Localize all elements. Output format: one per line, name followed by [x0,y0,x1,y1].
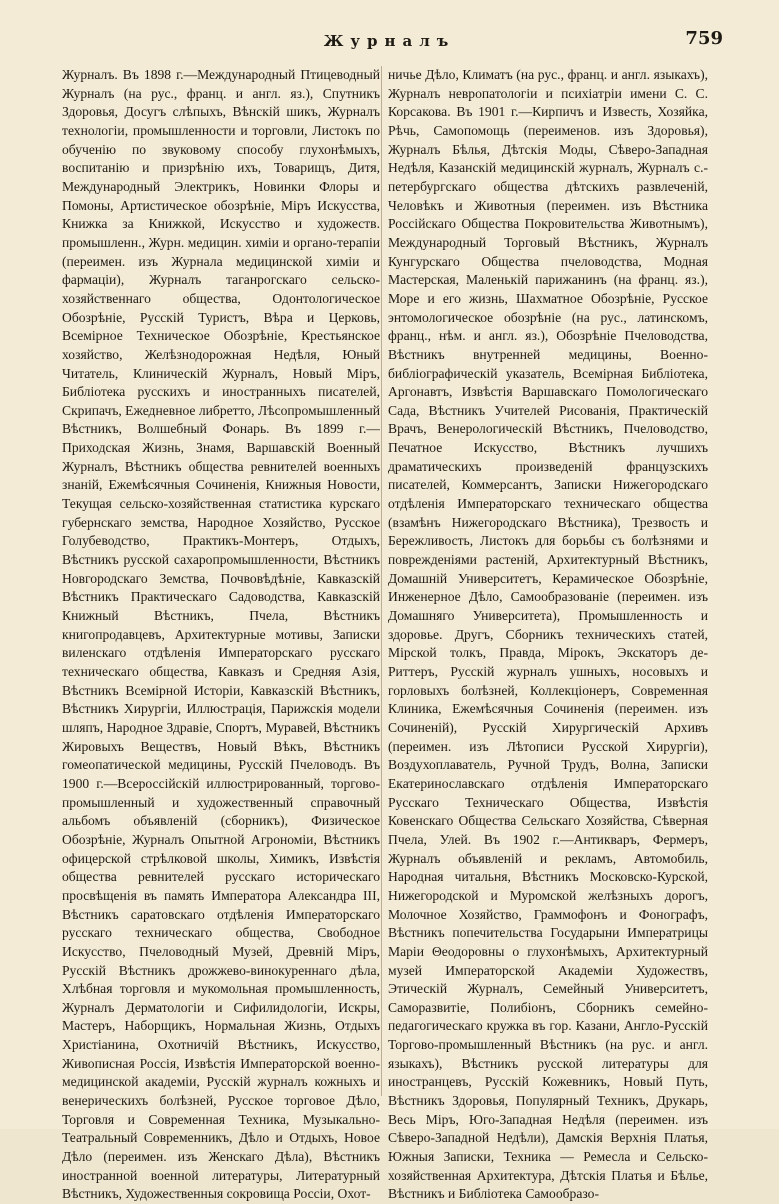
column-right-text: ничье Дѣло, Климатъ (на рус., франц. и англ. языкахъ), Журналъ невропатологіи и психіатріи имени С. С. Корсакова. Въ 1901 г.—Кирпичъ и Известь, Хозяйка, Рѣчь, Самопомощь (переименов. изъ Здоровья), Журналъ Бѣлья, Дѣтскія Моды, Сѣверо-Западная Недѣля, Казанскій медицинскій журналъ, Журналъ с.-петербургскаго общества дѣтскихъ развлеченій, Человѣкъ и Животныя (переимен. изъ Вѣстника Россійскаго Общества Покровительства Животнымъ), Международный Торговый Вѣстникъ, Журналъ Кунгурскаго Общества пчеловодства, Модная Мастерская, Маленькій парижанинъ (на франц. яз.), Море и его жизнь, Шахматное Обозрѣніе, Русское энтомологическое обозрѣніе (на рус., латинскомъ, франц., нѣм. и англ. яз.), Обозрѣніе Пчеловодства, Вѣстникъ внутренней медицины, Военно-библіографическій указатель, Всемірная Библіотека, Аргонавтъ, Извѣстія Варшавскаго Помологическаго Сада, Вѣстникъ Учителей Рисованія, Практическій Врачъ, Венерологическій Вѣстникъ, Пчеловодство, Печатное Искусство, Вѣстникъ лучшихъ драматическихъ произведеній французскихъ писателей, Коммерсантъ, Записки Нижегородскаго отдѣленія Императорскаго техническаго общества (взамѣнъ Нижегородскаго Вѣстника), Трезвость и Бережливость, Листокъ для борьбы съ болѣзнями и поврежденіями растеній, Архитектурный Вѣстникъ, Домашній Университетъ, Керамическое Обозрѣніе, Инженерное Дѣло, Самообразованіе (переимен. изъ Домашняго Университета), Промышленность и здоровье. Другъ, Сборникъ техническихъ статей, Мірской толкъ, Правда, Мірокъ, Экскаторъ де-Риттеръ, Русскій журналъ ушныхъ, носовыхъ и горловыхъ болѣзней, Коллекціонеръ, Современная Клиника, Ежемѣсячныя Сочиненія (переимен. изъ Сочиненій), Русскій Хирургическій Архивъ (переимен. изъ Лѣтописи Русской Хирургіи), Воздухоплаватель, Ручной Трудъ, Волна, Записки Екатеринославскаго отдѣленія Императорскаго Русскаго Техническаго Общества, Извѣстія Ковенскаго Общества Сельскаго Хозяйства, Сѣверная Пчела, Улей. Въ 1902 г.—Антикваръ, Фермеръ, Журналъ объявленій и рекламъ, Автомобиль, Народная читальня, Вѣстникъ Московско-Курской, Нижегородской и Муромской желѣзныхъ дорогъ, Молочное Хозяйство, Граммофонъ и Фонографъ, Вѣстникъ попечительства Государыни Императрицы Маріи Θеодоровны о глухонѣмыхъ, Архитектурный музей Императорской Академіи Художествъ, Этическій Журналъ, Семейный Университетъ, Саморазвитіе, Полибіонъ, Сборникъ семейно-педагогическаго кружка въ гор. Казани, Англо-Русскій Торгово-промышленный Вѣстникъ (на рус. и англ. языкахъ), Вѣстникъ русской литературы для иностранцевъ, Русскій Кожевникъ, Новый Путь, Вѣстникъ Здоровья, Популярный Техникъ, Друкарь, Весь Міръ, Юго-Западная Недѣля (переимен. изъ Сѣверо-Западной Недѣли), Дамскія Верхнія Платья, Южныя Записки, Техника — Ремесла и Сельско-хозяйственная Архитектура, Дѣтскія Платья и Бѣлье, Вѣстникъ и Библіотека Самообразо- [388,67,708,1202]
running-head: Журналъ [323,32,456,50]
page-number: 759 [685,28,723,49]
column-divider [381,66,382,1096]
text-column-left [62,66,380,1202]
column-left-text: Журналъ. Въ 1898 г.—Международный Птицеводный Журналъ (на рус., франц. и англ. яз.), Спутникъ Здоровья, Досугъ слѣпыхъ, Вѣнскій шикъ, Журналъ технологіи, промышленности и торговли, Листокъ по обученію по звуковому способу глухонѣмыхъ, воспитанію и призрѣнію ихъ, Товарищъ, Дитя, Международный Электрикъ, Новинки Флоры и Помоны, Артистическое обозрѣніе, Міръ Искусства, Книжка за Книжкой, Искусство и художеств. промышленн., Журн. медицин. химіи и органо-терапіи (переимен. изъ Журнала медицинской химіи и фармаціи), Журналъ таганрогскаго сельско-хозяйственнаго общества, Одонтологическое Обозрѣніе, Русскій Туристъ, Вѣра и Церковь, Всемірное Техническое Обозрѣніе, Крестьянское хозяйство, Желѣзнодорожная Недѣля, Юный Читатель, Клиническій Журналъ, Новый Міръ, Библіотека русскихъ и иностранныхъ писателей, Скрипачъ, Ежедневное либретто, Лѣсопромышленный Вѣстникъ, Волшебный Фонарь. Въ 1899 г.—Приходская Жизнь, Знамя, Варшавскій Военный Журналъ, Вѣстникъ общества ревнителей военныхъ знаній, Ежемѣсячныя Сочиненія, Книжныя Новости, Текущая сельско-хозяйственная статистика курскаго губернскаго земства, Народное Хозяйство, Русское Голубеводство, Практикъ-Монтеръ, Отдыхъ, Вѣстникъ русской сахаропромышленности, Вѣстникъ Новгородскаго Земства, Почвовѣдѣніе, Кавказскій Вѣстникъ Практическаго Садоводства, Кавказскій Книжный Вѣстникъ, Пчела, Вѣстникъ книгопродавцевъ, Архитектурные мотивы, Записки виленскаго отдѣленія Императорскаго русскаго техническаго общества, Кавказъ и Средняя Азія, Вѣстникъ Всемірной Исторіи, Кавказскій Вѣстникъ, Вѣстникъ Хирургіи, Иллюстрація, Парижскія модели шляпъ, Народное Здравіе, Спортъ, Муравей, Вѣстникъ Жировыхъ Веществъ, Новый Вѣкъ, Вѣстникъ гомеопатической медицины, Русскій Пчеловодъ. Въ 1900 г.—Всероссійскій иллюстрированный, торгово-промышленный и художественный справочный альбомъ объявленій (сборникъ), Физическое Обозрѣніе, Журналъ Опытной Агрономіи, Вѣстникъ офицерской стрѣлковой школы, Химикъ, Извѣстія общества ревнителей русскаго историческаго просвѣщенія въ память Императора Александра III, Вѣстникъ саратовскаго отдѣленія Императорскаго русскаго техническаго общества, Свободное Искусство, Пчеловодный Музей, Древній Міръ, Русскій Вѣстникъ дрожжево-винокуреннаго дѣла, Хлѣбная торговля и мукомольная промышленность, Журналъ Дерматологіи и Сифилидологіи, Искры, Мастеръ, Наборщикъ, Нормальная Жизнь, Отдыхъ Христіанина, Охотничій Вѣстникъ, Искусство, Живописная Россія, Извѣстія Императорской военно-медицинской академіи, Русскій журналъ кожныхъ и венерическихъ болѣзней, Русское торговое Дѣло, Торговля и Современная Техника, Музыкально-Театральный Современникъ, Дѣло и Отдыхъ, Новое Дѣло (переимен. изъ Женскаго Дѣла), Вѣстникъ иностранной военной литературы, Литературный Вѣстникъ, Художественныя сокровища Россіи, Охот- [62,67,380,1202]
text-column-right [388,66,708,1202]
page-header [0,28,779,58]
